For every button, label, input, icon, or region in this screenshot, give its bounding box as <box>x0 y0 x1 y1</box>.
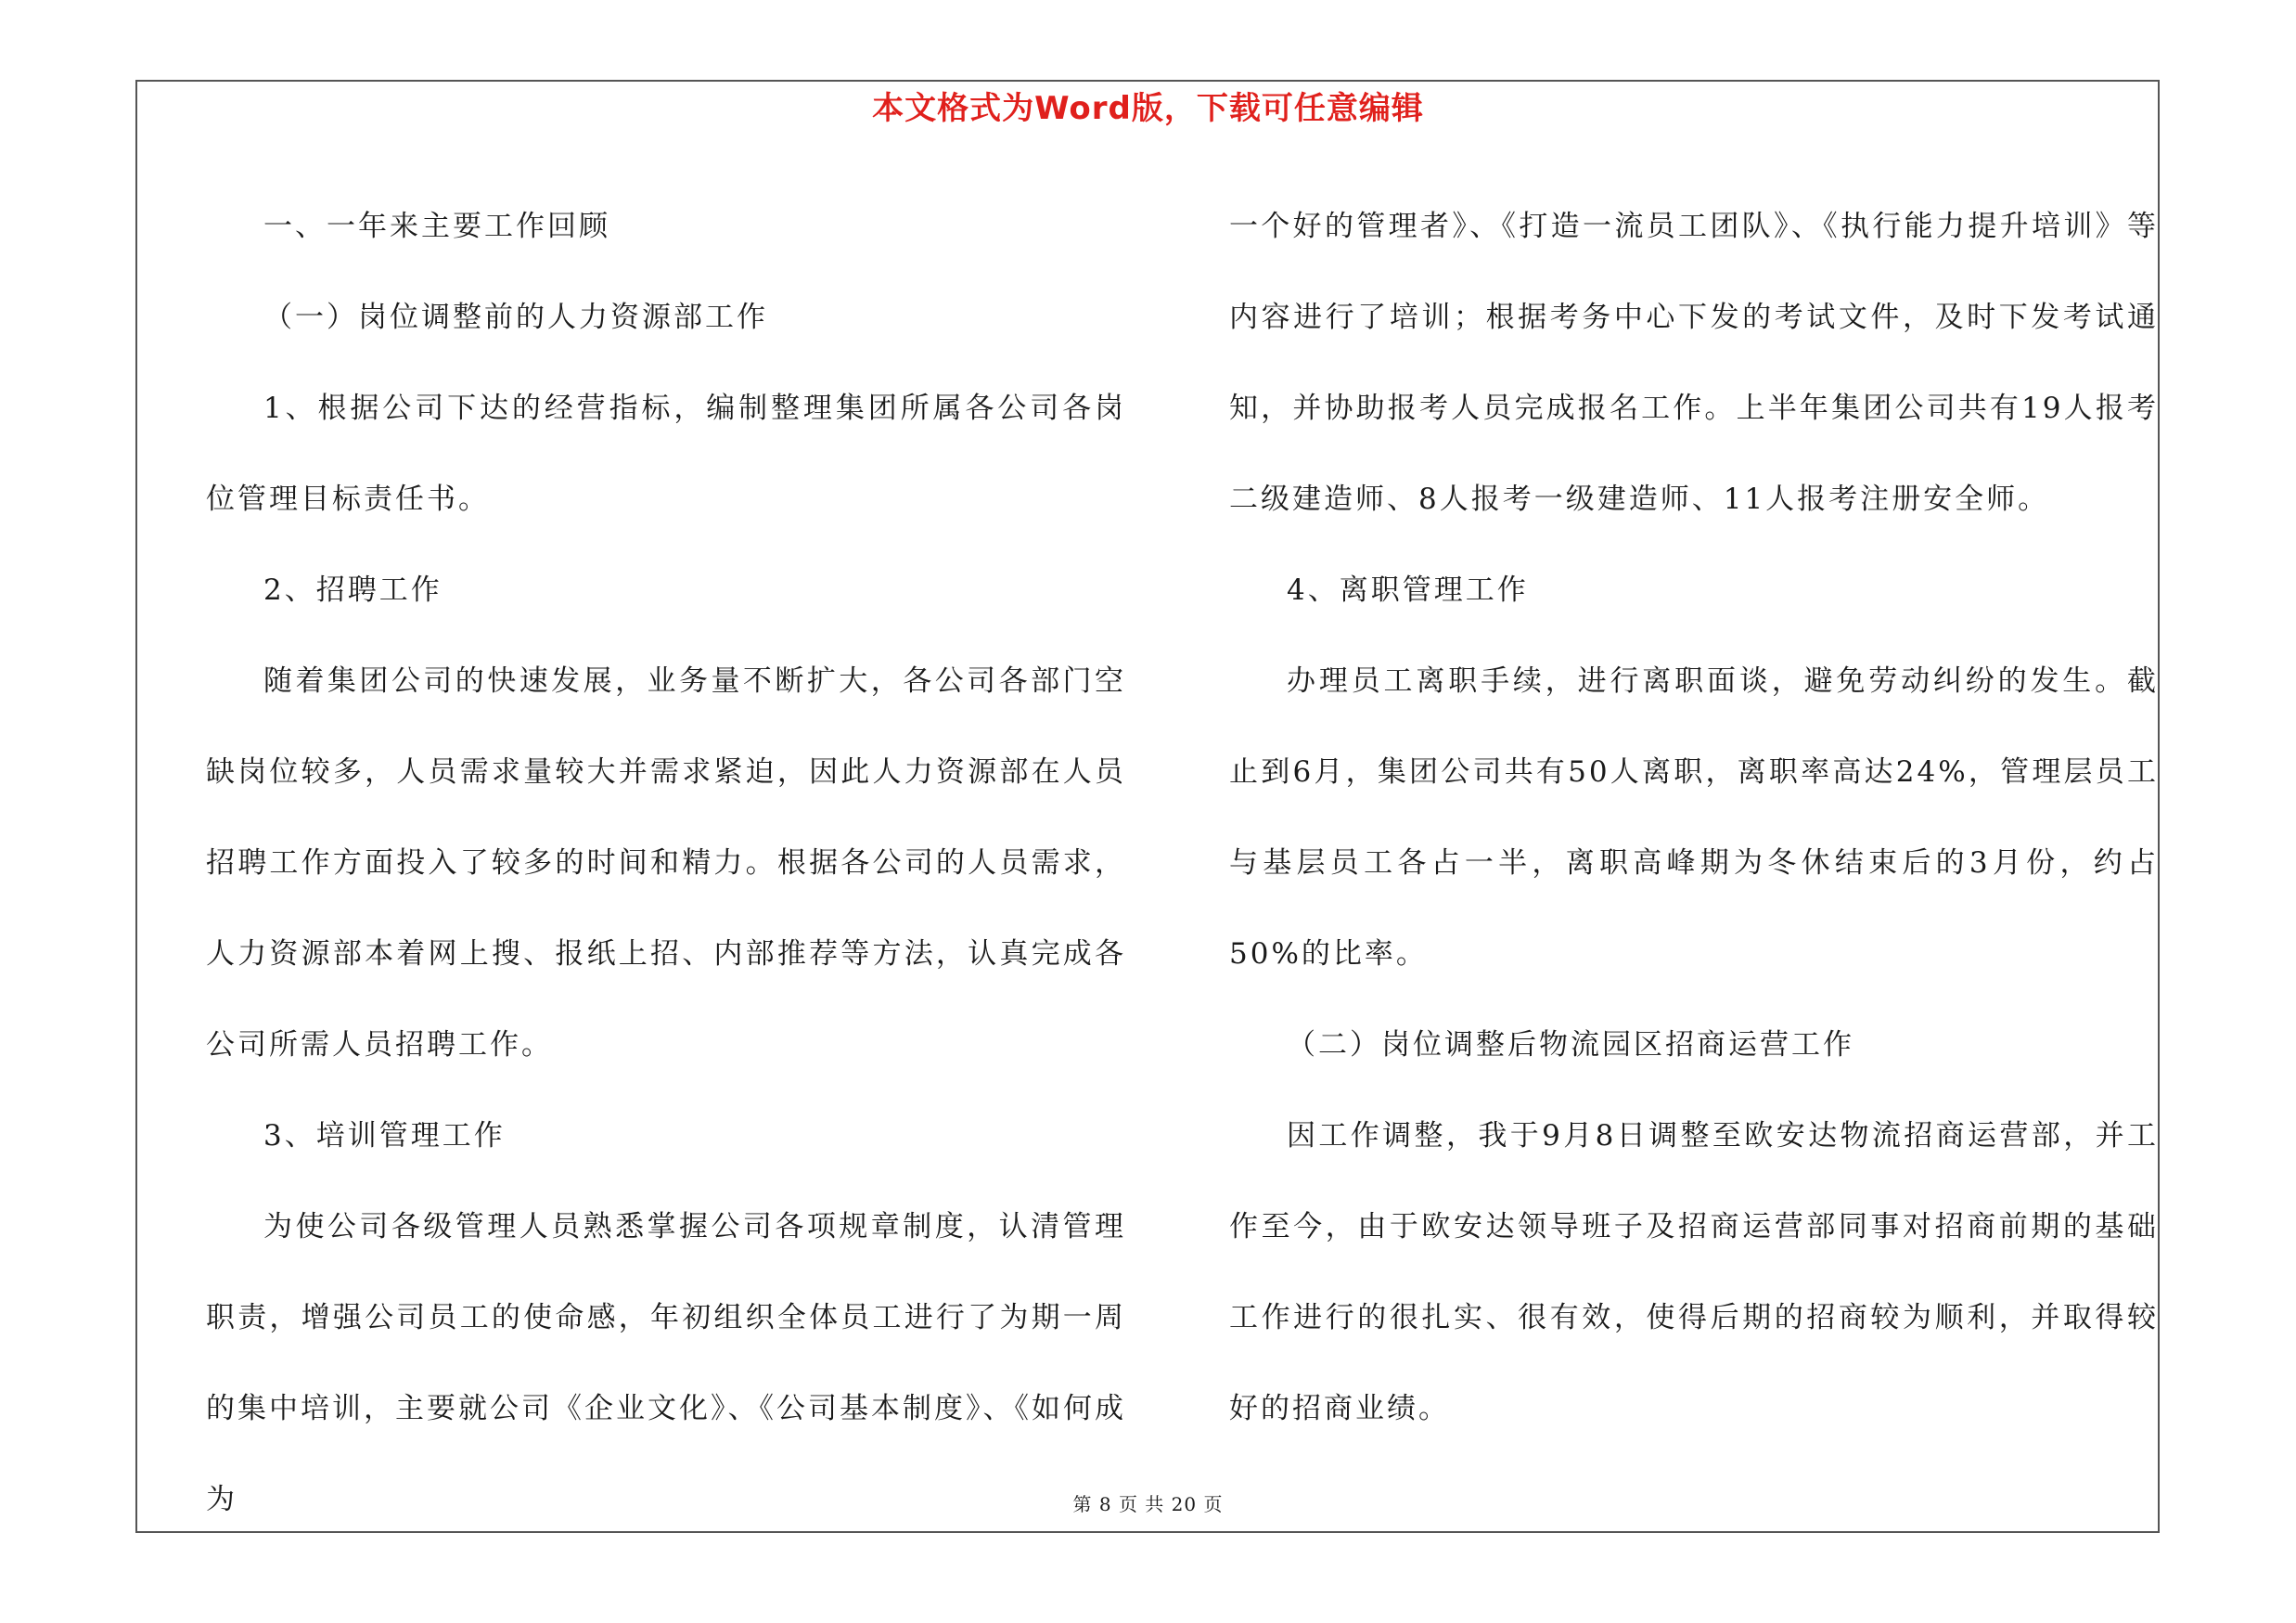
paragraph: 4、离职管理工作 <box>1287 573 1529 607</box>
paragraph: 为使公司各级管理人员熟悉掌握公司各项规章制度，认清管理职责，增强公司员工的使命感，年初组织全体员工进行了为期一周的集中培训，主要就公司《企业文化》、《公司基本制度》、《如何成为 <box>206 1210 1126 1516</box>
right-column <box>1229 181 2159 1454</box>
paragraph: 3、培训管理工作 <box>263 1119 506 1153</box>
paragraph: 一、一年来主要工作回顾 <box>263 210 610 243</box>
paragraph: 办理员工离职手续，进行离职面谈，避免劳动纠纷的发生。截止到6月，集团公司共有50人离职，离职率高达24%，管理层员工与基层员工各占一半，离职高峰期为冬休结束后的3月份，约占50%的比率。 <box>1229 664 2159 971</box>
paragraph: 1、根据公司下达的经营指标，编制整理集团所属各公司各岗位管理目标责任书。 <box>206 392 1126 516</box>
paragraph: （二）岗位调整后物流园区招商运营工作 <box>1287 1028 1854 1062</box>
page-footer: 第 8 页 共 20 页 <box>1072 1493 1224 1515</box>
paragraph: 一个好的管理者》、《打造一流员工团队》、《执行能力提升培训》等内容进行了培训；根据考务中心下发的考试文件，及时下发考试通知，并协助报考人员完成报名工作。上半年集团公司共有19人报考二级建造师、8人报考一级建造师、11人报考注册安全师。 <box>1229 210 2159 516</box>
paragraph: 2、招聘工作 <box>263 573 443 607</box>
format-banner: 本文格式为Word版，下载可任意编辑 <box>872 90 1424 127</box>
paragraph: 因工作调整，我于9月8日调整至欧安达物流招商运营部，并工作至今，由于欧安达领导班子及招商运营部同事对招商前期的基础工作进行的很扎实、很有效，使得后期的招商较为顺利，并取得较好的招商业绩。 <box>1229 1119 2159 1425</box>
paragraph: 随着集团公司的快速发展，业务量不断扩大，各公司各部门空缺岗位较多，人员需求量较大并需求紧迫，因此人力资源部在人员招聘工作方面投入了较多的时间和精力。根据各公司的人员需求，人力资源部本着网上搜、报纸上招、内部推荐等方法，认真完成各公司所需人员招聘工作。 <box>206 664 1126 1062</box>
paragraph: （一）岗位调整前的人力资源部工作 <box>263 301 768 334</box>
left-column <box>206 181 1126 1545</box>
